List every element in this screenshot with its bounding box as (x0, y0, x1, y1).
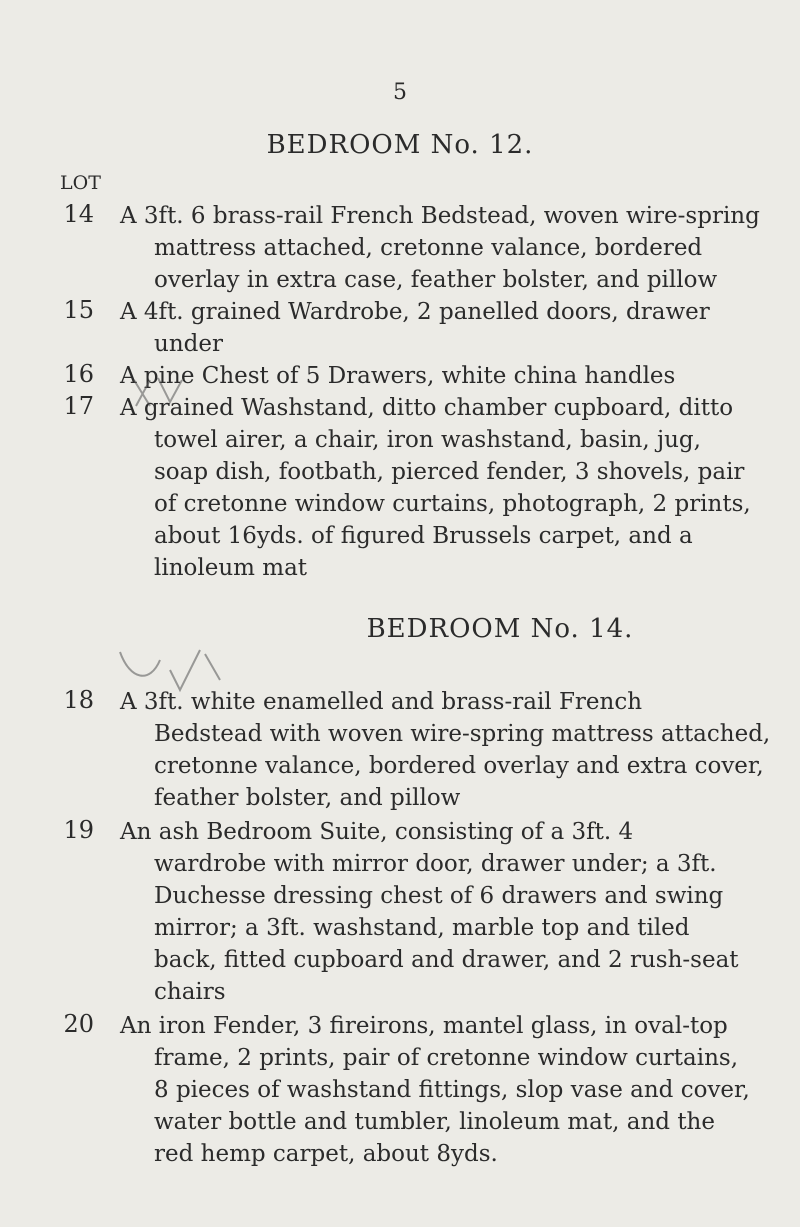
description-line: red hemp carpet, about 8yds. (154, 1141, 498, 1167)
description-line: under (154, 331, 223, 357)
description-line: back, fitted cupboard and drawer, and 2 rush-seat (154, 947, 739, 973)
lot-description (120, 360, 760, 392)
description-line: water bottle and tumbler, linoleum mat, and the (154, 1109, 715, 1135)
description-line: Bedstead with woven wire-spring mattress attached, (154, 721, 771, 747)
section-heading-bedroom-12: BEDROOM No. 12. (266, 130, 534, 160)
description-line: 8 pieces of washstand fittings, slop vase and cover, (154, 1077, 750, 1103)
description-line: chairs (154, 979, 226, 1005)
description-line: about 16yds. of figured Brussels carpet, and a (154, 523, 693, 549)
section-heading-bedroom-14: BEDROOM No. 14. (366, 614, 634, 644)
description-line: mirror; a 3ft. washstand, marble top and tiled (154, 915, 690, 941)
description-line: Duchesse dressing chest of 6 drawers and swing (154, 883, 724, 909)
lot-description (120, 1010, 760, 1170)
description-line: A grained Washstand, ditto chamber cupboard, ditto (120, 395, 734, 421)
description-line: A 3ft. 6 brass-rail French Bedstead, woven wire-spring (120, 203, 760, 229)
description-line: A pine Chest of 5 Drawers, white china handles (120, 363, 676, 389)
description-line: wardrobe with mirror door, drawer under; a 3ft. (154, 851, 717, 877)
description-line: towel airer, a chair, iron washstand, basin, jug, (154, 427, 701, 453)
description-line: linoleum mat (154, 555, 308, 581)
description-line: mattress attached, cretonne valance, bordered (154, 235, 703, 261)
lot-description (120, 816, 760, 1008)
lot-number: 18 (63, 686, 94, 714)
pencil-annotation (130, 372, 190, 412)
lot-column-label: LOT (60, 172, 101, 194)
lot-number: 15 (63, 296, 94, 324)
lot-number: 17 (63, 392, 94, 420)
description-line: soap dish, footbath, pierced fender, 3 shovels, pair (154, 459, 745, 485)
lot-description (120, 686, 771, 814)
lot-number: 20 (63, 1010, 94, 1038)
lot-number: 16 (63, 360, 94, 388)
lot-number: 14 (63, 200, 94, 228)
description-line: of cretonne window curtains, photograph, 2 prints, (154, 491, 751, 517)
lot-description (120, 392, 760, 584)
description-line: A 4ft. grained Wardrobe, 2 panelled doors, drawer (120, 299, 710, 325)
description-line: A 3ft. white enamelled and brass-rail French (120, 689, 643, 715)
description-line: An iron Fender, 3 fireirons, mantel glass, in oval-top (120, 1013, 728, 1039)
lot-description (120, 200, 760, 296)
description-line: frame, 2 prints, pair of cretonne window curtains, (154, 1045, 739, 1071)
description-line: feather bolster, and pillow (154, 785, 461, 811)
description-line: cretonne valance, bordered overlay and extra cover, (154, 753, 764, 779)
lot-description (120, 296, 760, 360)
page-number: 5 (393, 80, 407, 105)
description-line: An ash Bedroom Suite, consisting of a 3ft. 4 (120, 819, 634, 845)
description-line: overlay in extra case, feather bolster, and pillow (154, 267, 718, 293)
lot-number: 19 (63, 816, 94, 844)
